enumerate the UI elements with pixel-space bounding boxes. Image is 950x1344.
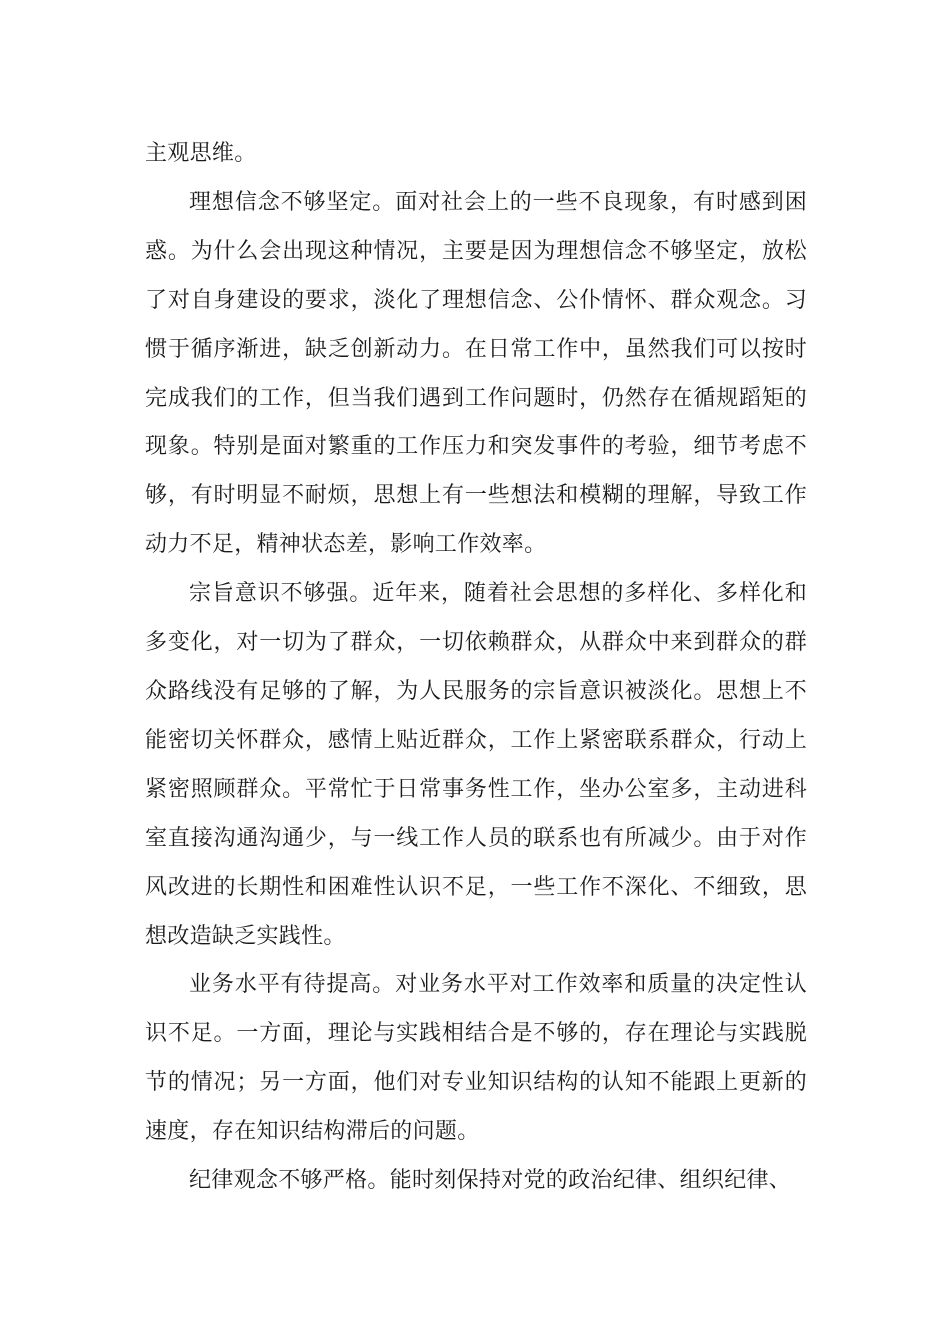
paragraph-continuation: 主观思维。 [145, 141, 257, 166]
paragraph-ideals-beliefs: 理想信念不够坚定。面对社会上的一些不良现象，有时感到困惑。为什么会出现这种情况，主要是因为理想信念不够坚定，放松了对自身建设的要求，淡化了理想信念、公仆情怀、群众观念。习惯于循序渐进，缺乏创新动力。在日常工作中，虽然我们可以按时完成我们的工作，但当我们遇到工作问题时，仍然存在循规蹈矩的现象。特别是面对繁重的工作压力和突发事件的考验，细节考虑不够，有时明显不耐烦，思想上有一些想法和模糊的理解，导致工作动力不足，精神状态差，影响工作效率。 [145, 189, 807, 558]
paragraph-purpose-awareness: 宗旨意识不够强。近年来，随着社会思想的多样化、多样化和多变化，对一切为了群众，一切依赖群众，从群众中来到群众的群众路线没有足够的了解，为人民服务的宗旨意识被淡化。思想上不能密切关怀群众，感情上贴近群众，工作上紧密联系群众，行动上紧密照顾群众。平常忙于日常事务性工作，坐办公室多，主动进科室直接沟通沟通少，与一线工作人员的联系也有所减少。由于对作风改进的长期性和困难性认识不足，一些工作不深化、不细致，思想改造缺乏实践性。 [145, 581, 807, 949]
document-body [145, 130, 807, 1206]
paragraph-business-level: 业务水平有待提高。对业务水平对工作效率和质量的决定性认识不足。一方面，理论与实践相结合是不够的，存在理论与实践脱节的情况；另一方面，他们对专业知识结构的认知不能跟上更新的速度，存在知识结构滞后的问题。 [145, 972, 807, 1145]
paragraph-discipline: 纪律观念不够严格。能时刻保持对党的政治纪律、组织纪律、 [189, 1168, 792, 1194]
